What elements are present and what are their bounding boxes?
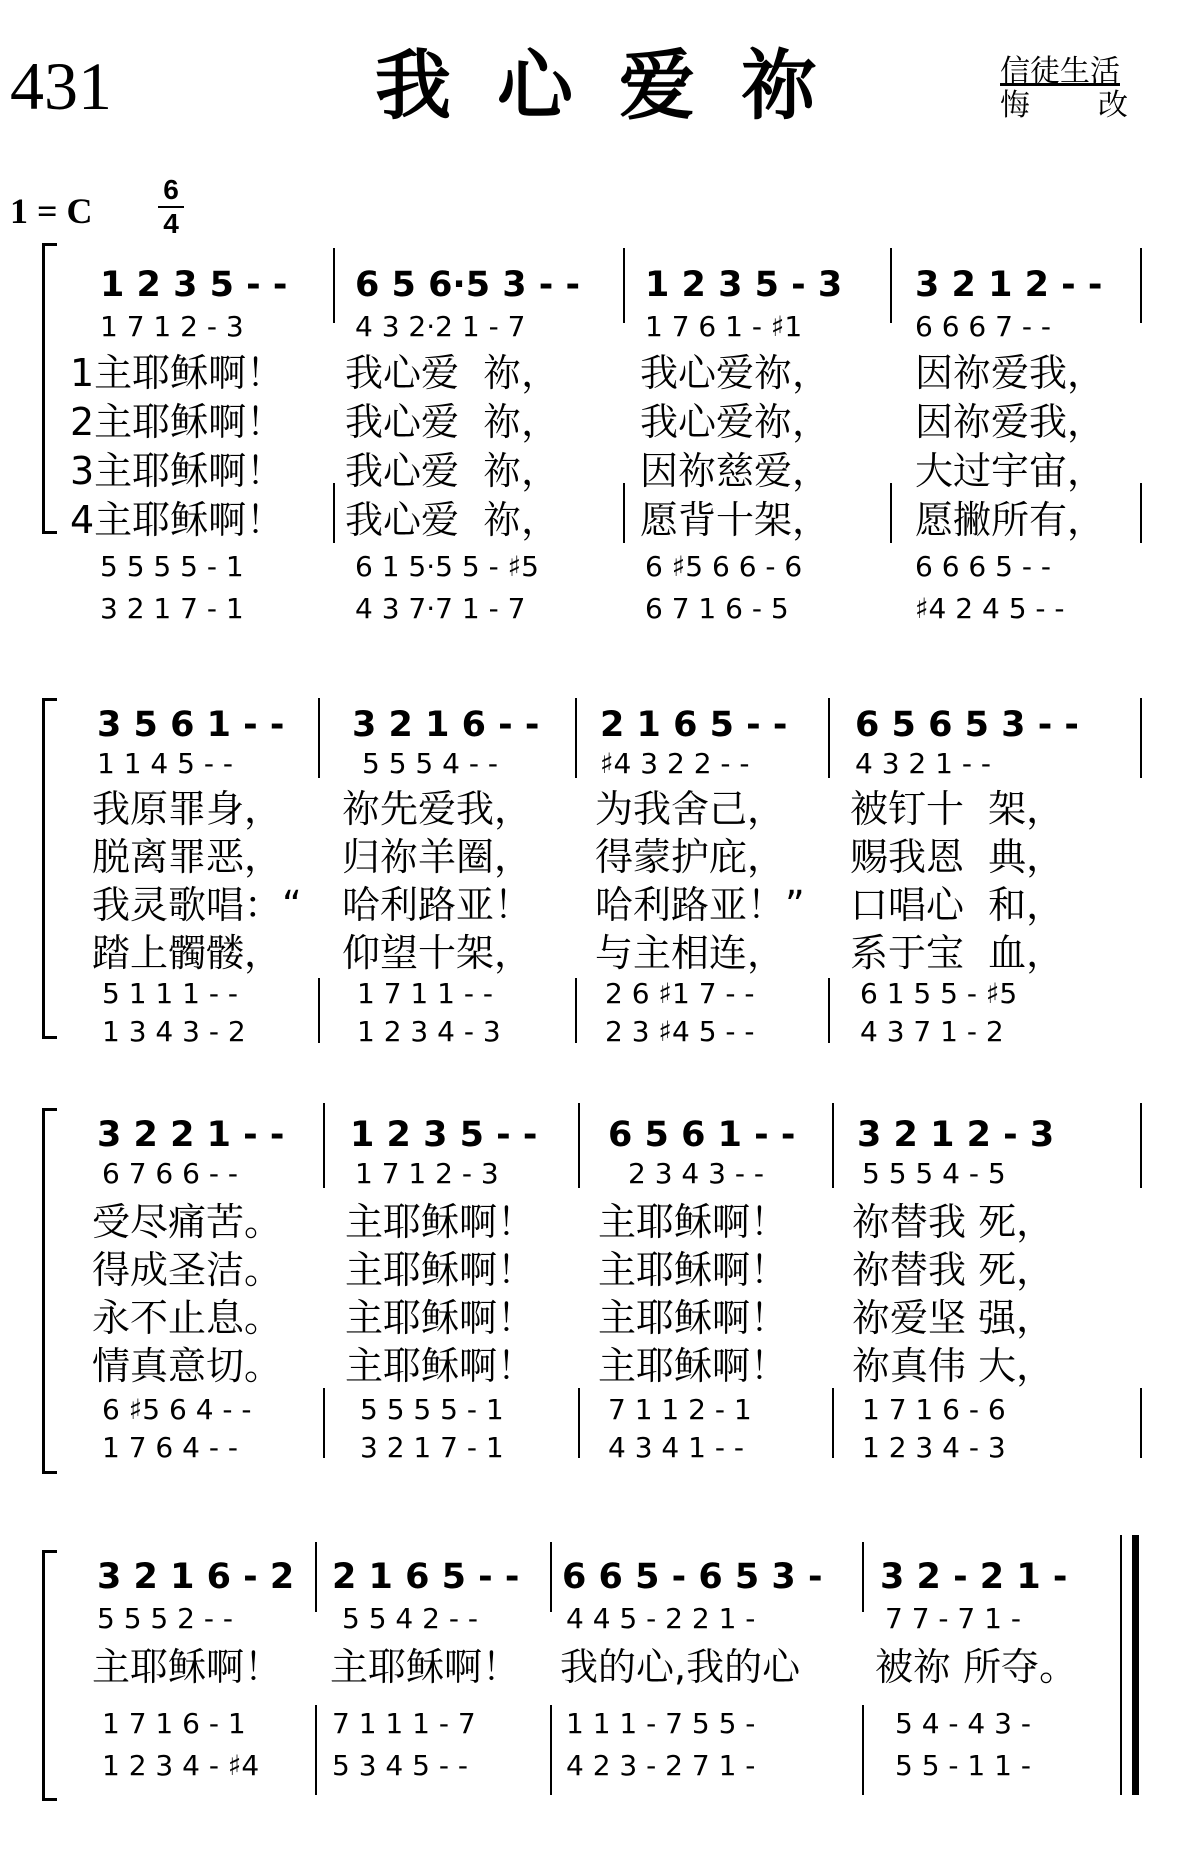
melody-notes: 6 6 5 - 6 5 3 - <box>562 1557 823 1597</box>
barline <box>578 1103 580 1188</box>
alto-notes: 5 5 5 4 - - <box>362 747 498 780</box>
melody-notes: 6 5 6 1 - - <box>608 1115 796 1155</box>
melody-notes: 2 1 6 5 - - <box>600 705 788 745</box>
barline <box>623 248 625 323</box>
tenor-notes: 7 1 1 2 - 1 <box>608 1393 752 1426</box>
barline <box>318 698 320 778</box>
barline <box>832 1103 834 1188</box>
barline <box>575 698 577 778</box>
source-note-b: 改 <box>1098 88 1128 123</box>
system-brace <box>42 1550 57 1801</box>
lyric-verse-2: 我心爱祢， <box>640 400 831 444</box>
lyric-verse-1: 受尽痛苦。 <box>92 1200 283 1244</box>
alto-notes: 5 5 5 4 - 5 <box>862 1157 1006 1190</box>
lyric-line: 我的心,我的心 <box>560 1645 801 1689</box>
barline <box>315 1705 317 1795</box>
tenor-notes: 5 4 - 4 3 - <box>895 1707 1031 1740</box>
bass-notes: 2 3 ♯4 5 - - <box>605 1015 755 1048</box>
score-system-1 <box>0 228 1200 625</box>
bass-notes: 5 3 4 5 - - <box>332 1749 468 1782</box>
tenor-notes: 7 1 1 1 - 7 <box>332 1707 476 1740</box>
barline <box>828 978 830 1043</box>
lyric-verse-3: 主耶稣啊！ <box>345 1296 536 1340</box>
lyric-verse-4: 主耶稣啊！ <box>345 1344 536 1388</box>
lyric-verse-1: 主耶稣啊！ <box>598 1200 789 1244</box>
key-signature: 1 = C <box>10 191 93 231</box>
barline <box>333 483 335 543</box>
lyric-verse-3: 因祢慈爱， <box>640 449 831 493</box>
lyric-verse-2: 赐我恩 典， <box>850 835 1065 879</box>
system-brace <box>42 1108 57 1474</box>
melody-notes: 3 2 1 2 - - <box>915 265 1103 305</box>
barline <box>862 1705 864 1795</box>
lyric-verse-1: 我心爱 祢， <box>345 351 560 395</box>
lyric-verse-2: 祢替我 死， <box>852 1248 1055 1292</box>
bass-notes: 4 2 3 - 2 7 1 - <box>566 1749 756 1782</box>
hymn-title: 我心爱祢 <box>375 41 863 130</box>
barline <box>862 1542 864 1612</box>
lyric-verse-4: 情真意切。 <box>92 1344 283 1388</box>
bass-notes: 6 7 1 6 - 5 <box>645 592 789 625</box>
barline <box>828 698 830 778</box>
alto-notes: 1 7 1 2 - 3 <box>355 1157 499 1190</box>
score-system-4 <box>0 1520 1200 1800</box>
tenor-notes: 6 ♯5 6 4 - - <box>102 1393 252 1426</box>
lyric-verse-2: 得成圣洁。 <box>92 1248 283 1292</box>
lyric-verse-1: 1主耶稣啊！ <box>70 351 285 395</box>
melody-notes: 3 2 2 1 - - <box>97 1115 285 1155</box>
alto-notes: 2 3 4 3 - - <box>628 1157 764 1190</box>
final-barline-thick <box>1132 1535 1139 1795</box>
system-brace <box>42 698 57 1039</box>
barline <box>1140 248 1142 323</box>
alto-notes: 4 3 2 1 - - <box>855 747 991 780</box>
lyric-verse-2: 主耶稣啊！ <box>345 1248 536 1292</box>
system-brace <box>42 243 57 534</box>
lyric-verse-4: 愿撇所有， <box>915 498 1106 542</box>
bass-notes: ♯4 2 4 5 - - <box>915 592 1065 625</box>
alto-notes: 6 7 6 6 - - <box>102 1157 238 1190</box>
bass-notes: 5 5 - 1 1 - <box>895 1749 1031 1782</box>
alto-notes: 6 6 6 7 - - <box>915 310 1051 343</box>
source-note-a: 悔 <box>1000 88 1030 123</box>
alto-notes: 7 7 - 7 1 - <box>885 1602 1021 1635</box>
time-signature-top: 6 <box>163 174 179 205</box>
barline <box>832 1388 834 1458</box>
bass-notes: 1 2 3 4 - 3 <box>862 1431 1006 1464</box>
tenor-notes: 5 1 1 1 - - <box>102 977 238 1010</box>
melody-notes: 3 5 6 1 - - <box>97 705 285 745</box>
alto-notes: 1 7 6 1 - ♯1 <box>645 310 803 343</box>
barline <box>890 483 892 543</box>
barline <box>1140 698 1142 778</box>
lyric-verse-2: 因祢爱我， <box>915 400 1106 444</box>
bass-notes: 4 3 4 1 - - <box>608 1431 744 1464</box>
bass-notes: 1 2 3 4 - 3 <box>357 1015 501 1048</box>
lyric-verse-4: 主耶稣啊！ <box>598 1344 789 1388</box>
barline <box>623 483 625 543</box>
lyric-line: 主耶稣啊！ <box>330 1645 521 1689</box>
tenor-notes: 1 7 1 6 - 1 <box>102 1707 246 1740</box>
tenor-notes: 5 5 5 5 - 1 <box>360 1393 504 1426</box>
melody-notes: 6 5 6 5 3 - - <box>855 705 1079 745</box>
lyric-verse-1: 祢替我 死， <box>852 1200 1055 1244</box>
hymn-number: 431 <box>10 48 112 124</box>
bass-notes: 3 2 1 7 - 1 <box>360 1431 504 1464</box>
lyric-verse-1: 被钉十 架， <box>850 787 1065 831</box>
lyric-verse-4: 4主耶稣啊！ <box>70 498 285 542</box>
bass-notes: 1 2 3 4 - ♯4 <box>102 1749 260 1782</box>
bass-notes: 3 2 1 7 - 1 <box>100 592 244 625</box>
barline <box>1140 1388 1142 1458</box>
alto-notes: 4 4 5 - 2 2 1 - <box>566 1602 756 1635</box>
lyric-verse-3: 3主耶稣啊！ <box>70 449 285 493</box>
alto-notes: 5 5 5 2 - - <box>97 1602 233 1635</box>
lyric-verse-4: 愿背十架， <box>640 498 831 542</box>
lyric-line: 主耶稣啊！ <box>92 1645 283 1689</box>
lyric-verse-2: 脱离罪恶， <box>92 835 283 879</box>
alto-notes: 5 5 4 2 - - <box>342 1602 478 1635</box>
lyric-verse-1: 主耶稣啊！ <box>345 1200 536 1244</box>
bass-notes: 4 3 7·7 1 - 7 <box>355 592 526 625</box>
barline <box>578 1388 580 1458</box>
barline <box>1140 483 1142 543</box>
barline <box>890 248 892 323</box>
barline <box>575 978 577 1043</box>
lyric-verse-1: 因祢爱我， <box>915 351 1106 395</box>
tenor-notes: 6 ♯5 6 6 - 6 <box>645 550 803 583</box>
lyric-verse-2: 主耶稣啊！ <box>598 1248 789 1292</box>
bass-notes: 1 3 4 3 - 2 <box>102 1015 246 1048</box>
lyric-verse-3: 我灵歌唱：“ <box>92 883 302 927</box>
lyric-verse-4: 祢真伟 大， <box>852 1344 1055 1388</box>
source-collection: 信徒生活 <box>1000 54 1120 89</box>
barline <box>333 248 335 323</box>
lyric-verse-4: 与主相连， <box>595 931 786 975</box>
alto-notes: 1 7 1 2 - 3 <box>100 310 244 343</box>
lyric-verse-3: 永不止息。 <box>92 1296 283 1340</box>
lyric-verse-3: 大过宇宙， <box>915 449 1106 493</box>
lyric-verse-1: 我心爱祢， <box>640 351 831 395</box>
melody-notes: 2 1 6 5 - - <box>332 1557 520 1597</box>
final-barline-thin <box>1120 1535 1122 1795</box>
tenor-notes: 1 7 1 6 - 6 <box>862 1393 1006 1426</box>
alto-notes: 4 3 2·2 1 - 7 <box>355 310 526 343</box>
lyric-verse-1: 我原罪身， <box>92 787 283 831</box>
bass-notes: 1 7 6 4 - - <box>102 1431 238 1464</box>
melody-notes: 6 5 6·5 3 - - <box>355 265 581 305</box>
barline <box>550 1542 552 1612</box>
lyric-verse-3: 我心爱 祢， <box>345 449 560 493</box>
barline <box>323 1103 325 1188</box>
lyric-verse-3: 哈利路亚！ <box>342 883 533 927</box>
hymn-source <box>1000 55 1128 123</box>
lyric-verse-1: 祢先爱我， <box>342 787 533 831</box>
lyric-verse-2: 我心爱 祢， <box>345 400 560 444</box>
melody-notes: 1 2 3 5 - - <box>100 265 288 305</box>
alto-notes: 1 1 4 5 - - <box>97 747 233 780</box>
melody-notes: 1 2 3 5 - - <box>350 1115 538 1155</box>
lyric-verse-4: 踏上髑髅， <box>92 931 283 975</box>
source-note <box>1000 89 1128 123</box>
lyric-line: 被祢 所夺。 <box>875 1645 1078 1689</box>
lyric-verse-4: 仰望十架， <box>342 931 533 975</box>
barline <box>323 1388 325 1458</box>
score-system-3 <box>0 1098 1200 1464</box>
alto-notes: ♯4 3 2 2 - - <box>600 747 750 780</box>
melody-notes: 3 2 1 6 - 2 <box>97 1557 295 1597</box>
barline <box>315 1542 317 1612</box>
tenor-notes: 6 1 5·5 5 - ♯5 <box>355 550 539 583</box>
tenor-notes: 1 1 1 - 7 5 5 - <box>566 1707 756 1740</box>
lyric-verse-2: 2主耶稣啊！ <box>70 400 285 444</box>
barline <box>1140 1103 1142 1188</box>
tenor-notes: 1 7 1 1 - - <box>357 977 493 1010</box>
melody-notes: 3 2 1 2 - 3 <box>857 1115 1055 1155</box>
barline <box>318 978 320 1043</box>
lyric-verse-4: 系于宝 血， <box>850 931 1065 975</box>
tenor-notes: 5 5 5 5 - 1 <box>100 550 244 583</box>
lyric-verse-1: 为我舍己， <box>595 787 786 831</box>
barline <box>550 1705 552 1795</box>
score-system-2 <box>0 688 1200 1048</box>
tenor-notes: 6 1 5 5 - ♯5 <box>860 977 1018 1010</box>
melody-notes: 1 2 3 5 - 3 <box>645 265 843 305</box>
lyric-verse-2: 归祢羊圈， <box>342 835 533 879</box>
tenor-notes: 6 6 6 5 - - <box>915 550 1051 583</box>
melody-notes: 3 2 - 2 1 - <box>880 1557 1068 1597</box>
lyric-verse-3: 哈利路亚！” <box>595 883 805 927</box>
lyric-verse-2: 得蒙护庇， <box>595 835 786 879</box>
lyric-verse-3: 主耶稣啊！ <box>598 1296 789 1340</box>
lyric-verse-4: 我心爱 祢， <box>345 498 560 542</box>
tenor-notes: 2 6 ♯1 7 - - <box>605 977 755 1010</box>
lyric-verse-3: 祢爱坚 强， <box>852 1296 1055 1340</box>
melody-notes: 3 2 1 6 - - <box>352 705 540 745</box>
time-signature-bottom: 4 <box>163 208 179 239</box>
lyric-verse-3: 口唱心 和， <box>850 883 1065 927</box>
bass-notes: 4 3 7 1 - 2 <box>860 1015 1004 1048</box>
